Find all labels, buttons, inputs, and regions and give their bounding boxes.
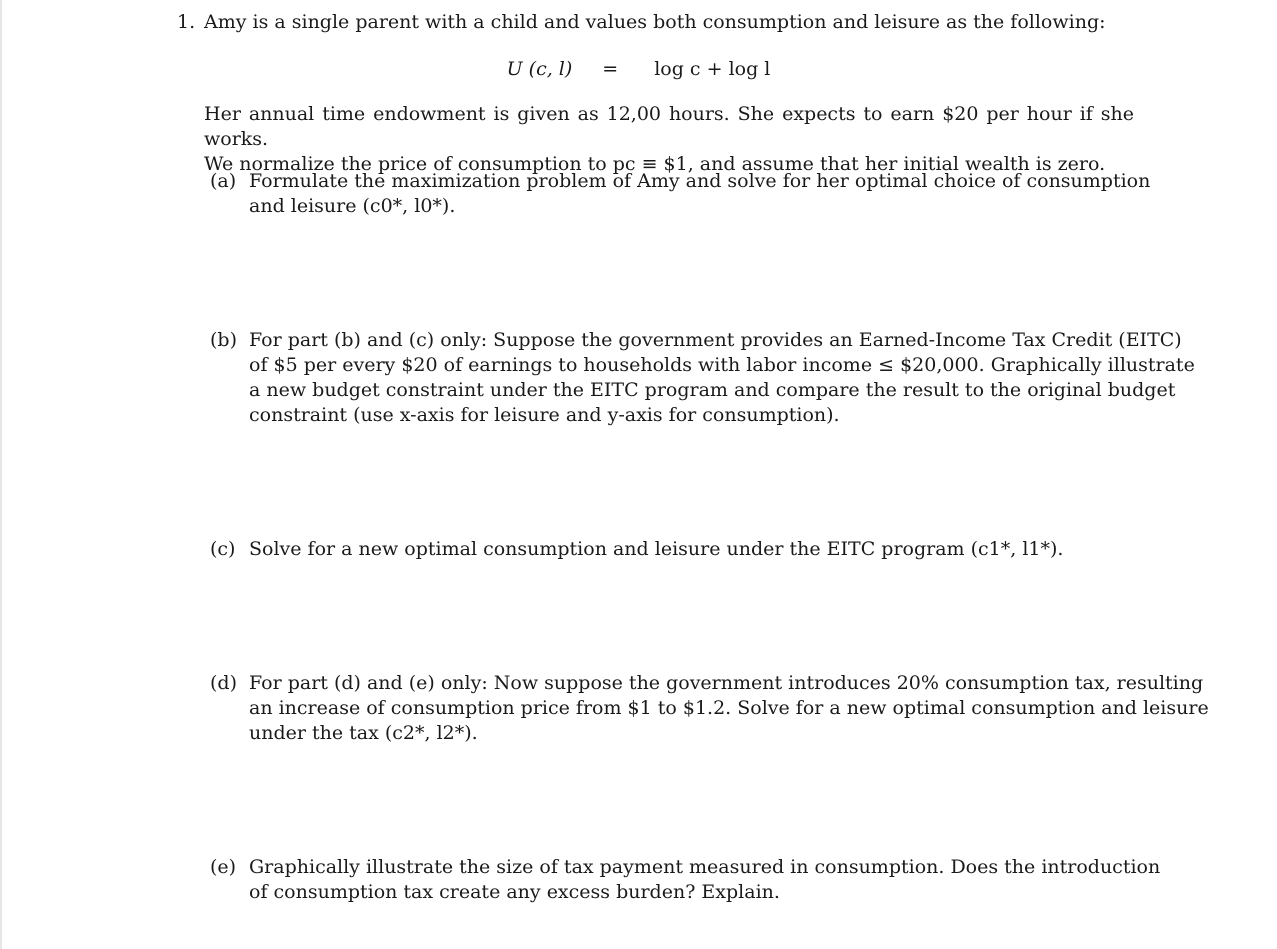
problem-paragraph [204, 102, 1134, 177]
part-line: of consumption tax create any excess burden? Explain. [249, 881, 780, 903]
equation-lhs: U (c, l) [506, 58, 573, 80]
part-label: (e) [210, 856, 237, 878]
part-label: (d) [210, 672, 237, 694]
part-text [249, 537, 1134, 562]
part-line: For part (d) and (e) only: Now suppose the government introduces 20% consumption tax, resulting [249, 672, 1204, 694]
part-line: an increase of consumption price from $1 to $1.2. Solve for a new optimal consumption and leisure [249, 697, 1209, 719]
paragraph-line: Her annual time endowment is given as 12,00 hours. She expects to earn $20 per hour if she works. [204, 103, 1134, 150]
equation-rhs: log c + log l [654, 58, 771, 80]
utility-equation [0, 58, 1277, 80]
equation-relation: = [602, 58, 619, 80]
part-text [249, 855, 1161, 905]
part-line: a new budget constraint under the EITC program and compare the result to the original budget [249, 379, 1176, 401]
problem-intro: Amy is a single parent with a child and values both consumption and leisure as the following: [204, 11, 1106, 33]
part-text [249, 169, 1151, 219]
part-line: Formulate the maximization problem of Amy and solve for her optimal choice of consumption [249, 170, 1151, 192]
part-label: (a) [210, 170, 237, 192]
part-line: under the tax (c2*, l2*). [249, 722, 478, 744]
part-text [249, 671, 1209, 746]
part-line: Solve for a new optimal consumption and leisure under the EITC program (c1*, l1*). [249, 538, 1064, 560]
problem-number: 1. [177, 11, 196, 33]
part-label: (c) [210, 538, 236, 560]
part-line: constraint (use x-axis for leisure and y-axis for consumption). [249, 404, 840, 426]
part-line: For part (b) and (c) only: Suppose the government provides an Earned-Income Tax Credit (EITC) [249, 329, 1182, 351]
part-line: Graphically illustrate the size of tax payment measured in consumption. Does the introduction [249, 856, 1161, 878]
part-text [249, 328, 1195, 428]
part-line: of $5 per every $20 of earnings to households with labor income ≤ $20,000. Graphically illustrate [249, 354, 1195, 376]
page-left-edge [0, 0, 2, 949]
part-label: (b) [210, 329, 237, 351]
part-line: and leisure (c0*, l0*). [249, 195, 456, 217]
paragraph-line: We normalize the price of consumption to pc ≡ $1, and assume that her initial wealth is zero. [204, 153, 1106, 175]
